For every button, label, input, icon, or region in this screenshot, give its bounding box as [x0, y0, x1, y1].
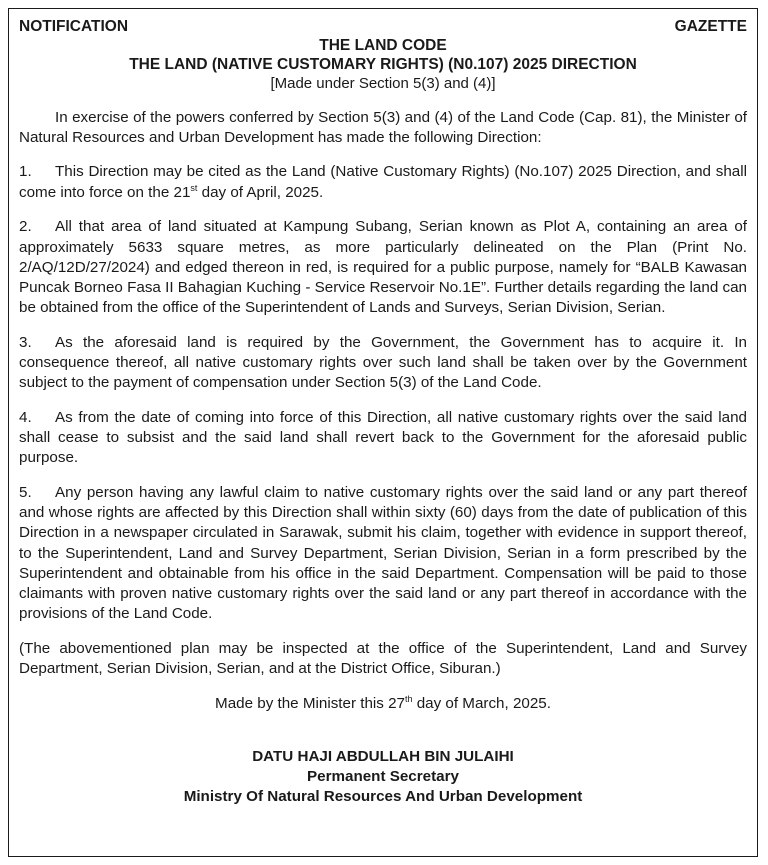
signatory-position: Permanent Secretary: [307, 767, 459, 785]
clause-text: This Direction may be cited as the Land (Native Customary Rights) (No.107) 2025 Direction, and shall come into force on the 21: [19, 163, 747, 201]
notice-body: [19, 93, 747, 694]
title-land-code: THE LAND CODE: [319, 37, 447, 54]
clause-number: 1.: [19, 163, 32, 181]
clause-4: [19, 408, 747, 469]
header-row: [19, 17, 747, 36]
clause-1: [19, 162, 747, 202]
clause-number: 2.: [19, 218, 32, 236]
ordinal-suffix: st: [190, 182, 198, 193]
clause-number: 5.: [19, 484, 32, 502]
subtitle: [Made under Section 5(3) and (4)]: [270, 75, 496, 92]
clause-text: Any person having any lawful claim to native customary rights over the said land or any part thereof and whose rights are affected by this Direction shall within sixty (60) days from the date of publication of this Direction in a newspaper circulated in Sarawak, submit his claim, together with evidence in support thereof, to the Superintendent, Land and Survey Department, Serian Division, Serian in a form prescribed by the Superintendent and obtainable from his office in the said Department. Compensation will be paid to those claimants with proven native customary rights over the said land or any part thereof in accordance with the provisions of the Land Code.: [19, 484, 747, 623]
clause-2: [19, 217, 747, 318]
gazette-label: GAZETTE: [674, 18, 747, 35]
clause-number: 4.: [19, 408, 32, 426]
plan-inspection-note: (The abovementioned plan may be inspected at the office of the Superintendent, Land and Survey Department, Serian Division, Serian, and at the District Office, Siburan.): [19, 639, 747, 678]
signatory-name: DATU HAJI ABDULLAH BIN JULAIHI: [252, 747, 514, 765]
clause-text: All that area of land situated at Kampung Subang, Serian known as Plot A, containing an area of approximately 5633 square metres, as more particularly delineated on the Plan (Print No. 2/AQ/12D/27/2024) and edged thereon in red, is required for a public purpose, namely for “BALB Kawasan Puncak Borneo Fasa II Bahagian Kuching - Service Reservoir No.1E”. Further details regarding the land can be obtained from the office of the Superintendent of Lands and Surveys, Serian Division, Serian.: [19, 218, 747, 317]
clause-5: [19, 483, 747, 624]
clause-text: day of April, 2025.: [197, 183, 324, 201]
made-text: Made by the Minister this 27: [215, 694, 405, 712]
ordinal-suffix: th: [404, 693, 413, 704]
clause-3: [19, 333, 747, 394]
clause-text: As from the date of coming into force of this Direction, all native customary rights over the said land shall cease to subsist and the said land shall revert back to the Government for the aforesaid public purpose.: [19, 408, 747, 467]
clause-number: 3.: [19, 333, 32, 351]
preamble: In exercise of the powers conferred by Section 5(3) and (4) of the Land Code (Cap. 81), the Minister of Natural Resources and Urban Development has made the following Direction:: [19, 108, 747, 146]
notification-label: NOTIFICATION: [19, 18, 129, 35]
made-by-line: [19, 694, 747, 714]
signatory-ministry: Ministry Of Natural Resources And Urban Development: [183, 787, 583, 805]
made-text: day of March, 2025.: [412, 694, 551, 712]
title-direction: THE LAND (NATIVE CUSTOMARY RIGHTS) (N0.107) 2025 DIRECTION: [129, 56, 637, 73]
clause-text: As the aforesaid land is required by the Government, the Government has to acquire it. In consequence thereof, all native customary rights over such land shall be taken over by the Government subject to the payment of compensation under Section 5(3) of the Land Code.: [19, 333, 747, 392]
gazette-notice: [8, 8, 758, 857]
